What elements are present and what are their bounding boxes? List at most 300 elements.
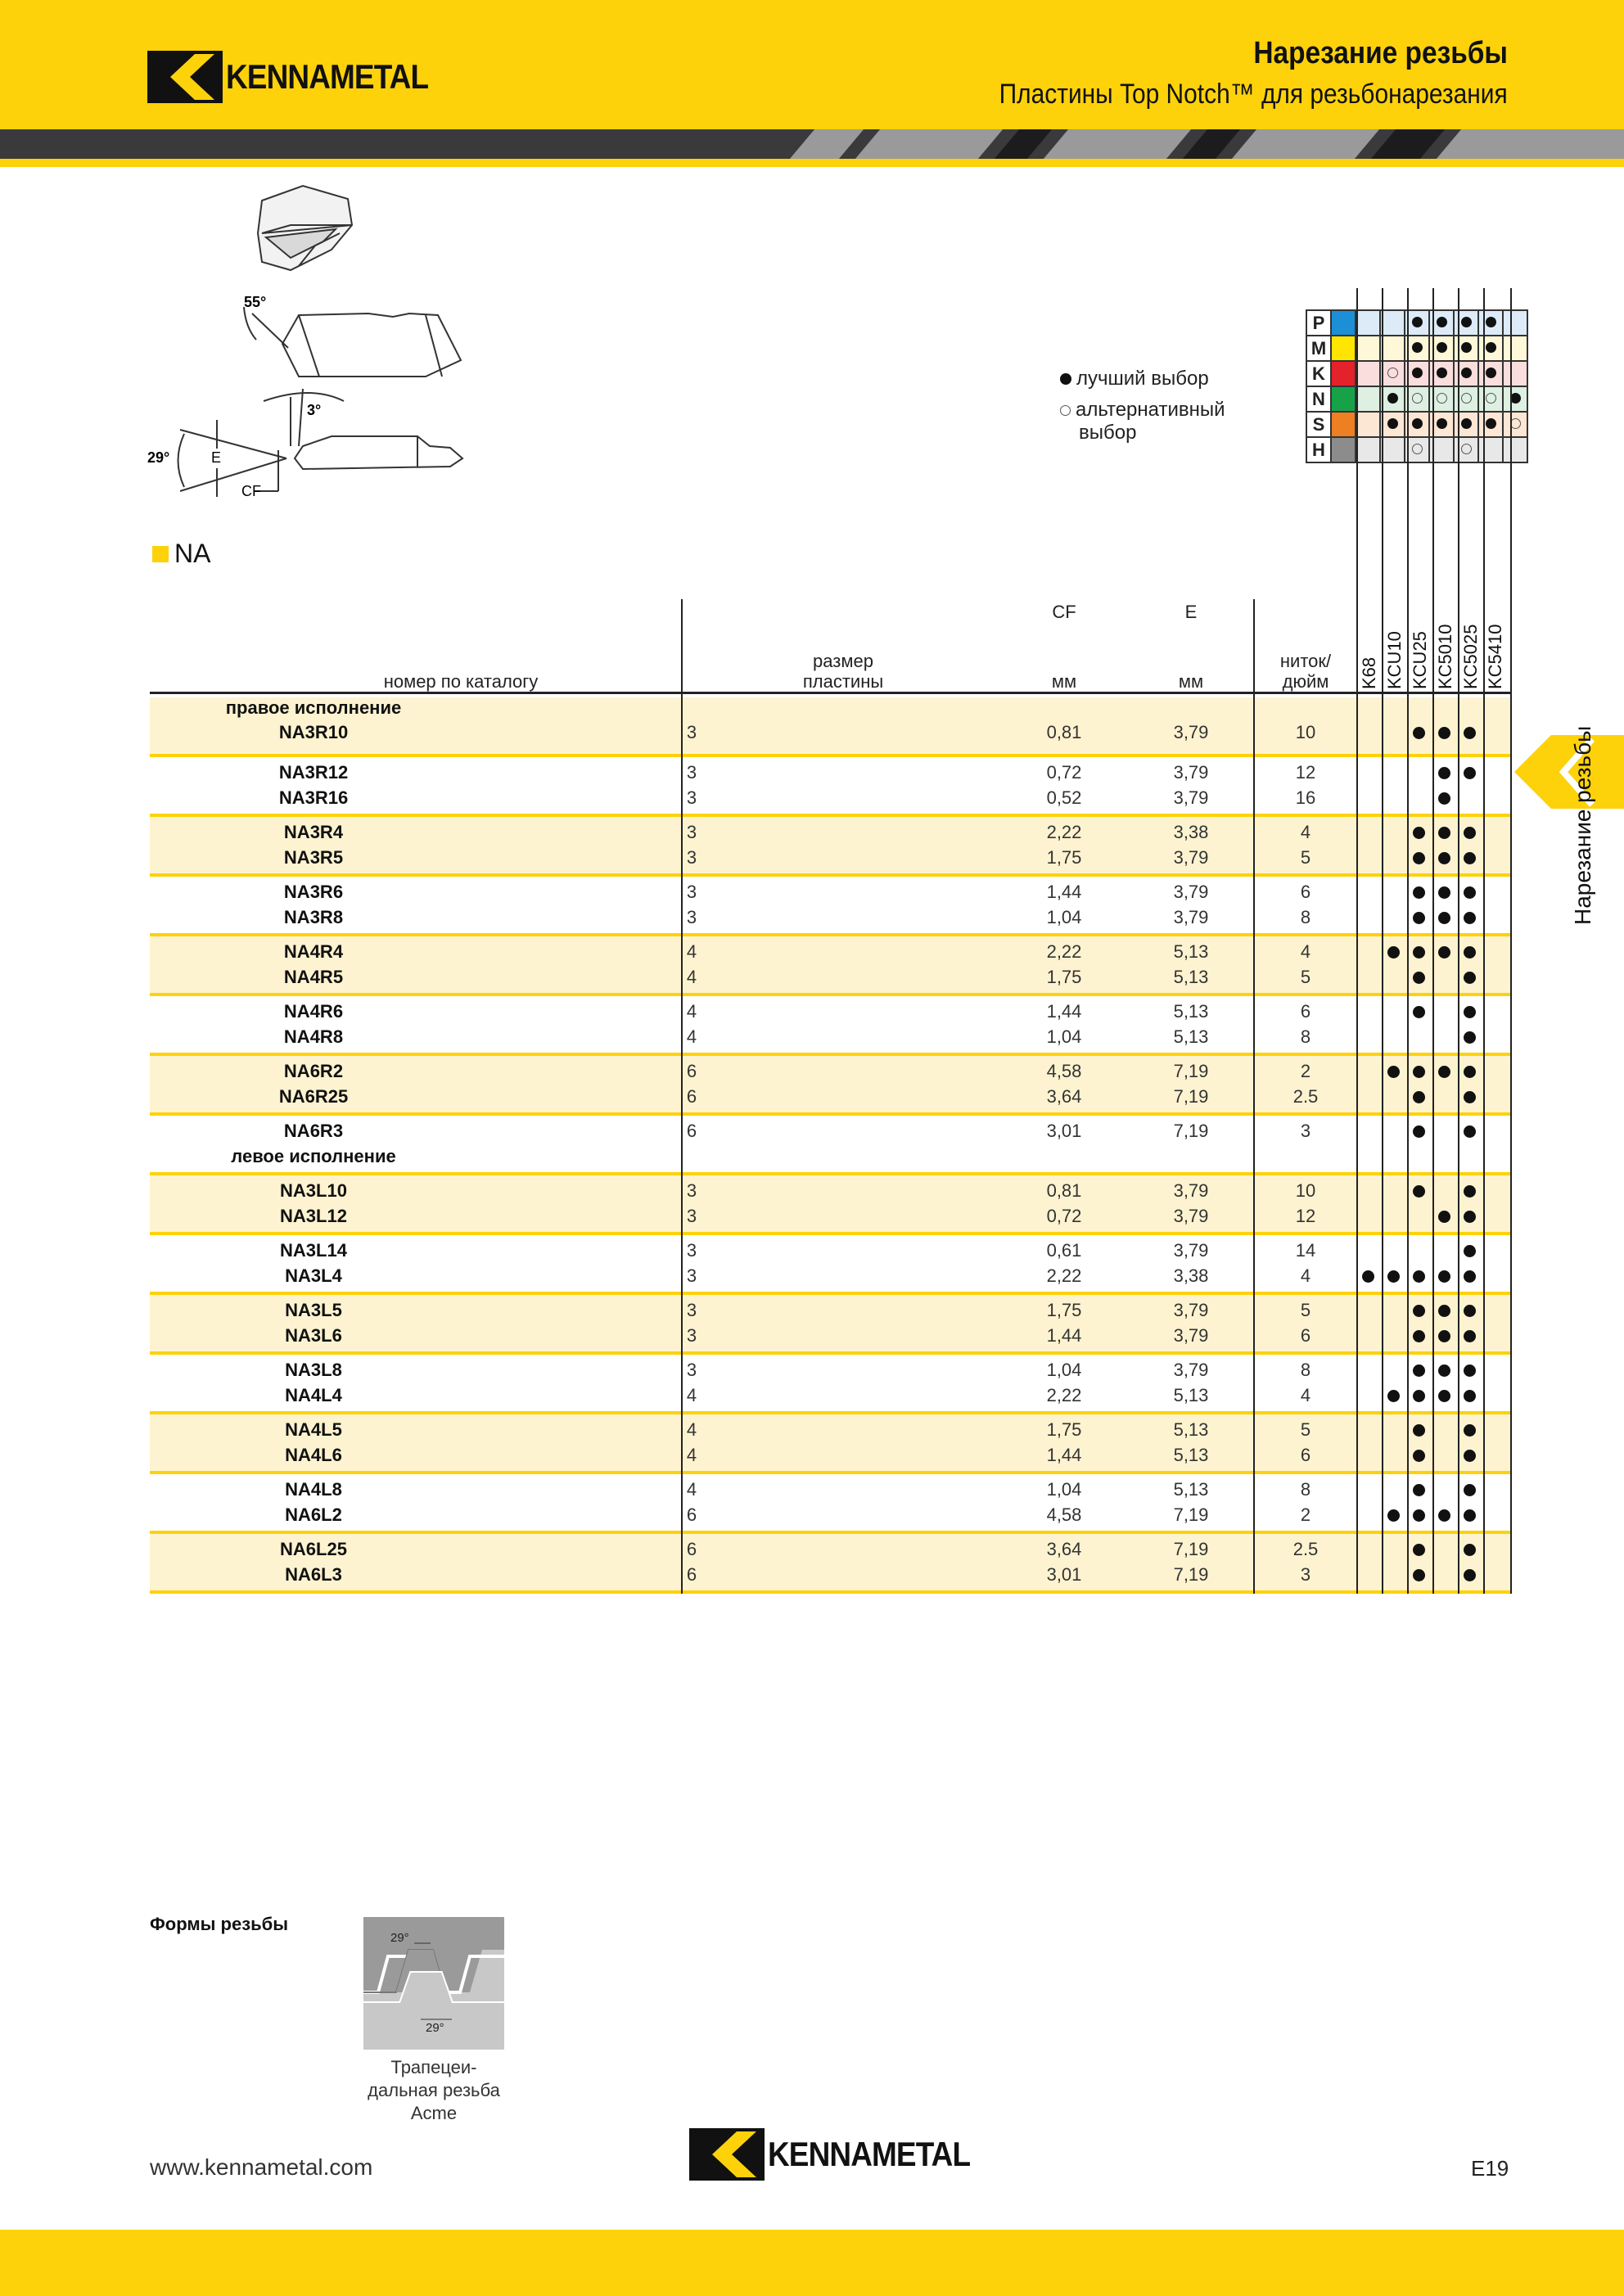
grade-kc5025-dot-icon <box>1464 1006 1476 1018</box>
grade-kc5010-dot-icon <box>1438 767 1450 779</box>
table-row-group <box>150 757 1512 815</box>
grade-kcu10-dot-icon <box>1387 1270 1400 1283</box>
best-choice-dot-icon <box>1412 342 1423 353</box>
catalog-number: NA4R6 <box>283 1001 344 1022</box>
diagram-label-cf: CF <box>241 483 261 499</box>
thread-forms-title: Формы резьбы <box>150 1914 289 1934</box>
cf-value: 0,72 <box>1046 762 1082 783</box>
grade-k68-dot-icon <box>1362 1270 1374 1283</box>
acme-caption-line-1: Трапецеи- <box>390 2057 477 2077</box>
catalog-number: NA4L8 <box>285 1479 342 1500</box>
material-grade-cell <box>1478 361 1503 386</box>
material-row-p <box>1306 310 1527 336</box>
e-value: 7,19 <box>1173 1086 1209 1107</box>
table-row-group <box>150 996 1512 1054</box>
material-grade-cell <box>1503 437 1527 462</box>
insert-size: 6 <box>686 1121 697 1141</box>
e-value: 3,79 <box>1173 1325 1209 1346</box>
grade-kc5010-dot-icon <box>1438 1330 1450 1342</box>
best-choice-dot-icon <box>1437 418 1447 429</box>
insert-size: 6 <box>686 1061 697 1081</box>
grade-kc5010-dot-icon <box>1438 852 1450 864</box>
grade-header-kcu25: KCU25 <box>1410 631 1430 689</box>
material-color-swatch <box>1331 386 1356 412</box>
material-row-n <box>1306 386 1527 412</box>
e-value: 3,79 <box>1173 882 1209 902</box>
threads-per-inch: 2 <box>1300 1061 1311 1081</box>
grade-kcu25-dot-icon <box>1413 1091 1425 1103</box>
footer-logo <box>689 2128 998 2181</box>
best-choice-dot-icon <box>1437 342 1447 353</box>
insert-size: 3 <box>686 822 697 842</box>
legend-best-label: лучший выбор <box>1076 368 1209 390</box>
e-value: 3,79 <box>1173 1180 1209 1201</box>
table-row-group <box>150 1235 1512 1293</box>
cf-value: 3,01 <box>1046 1121 1082 1141</box>
cf-value: 3,64 <box>1046 1086 1082 1107</box>
acme-caption-line-3: Acme <box>410 2103 458 2123</box>
material-grade-cell <box>1478 437 1503 462</box>
table-row-group <box>150 1175 1512 1234</box>
footer-kennametal-k-icon <box>689 2128 765 2181</box>
material-grade-cell <box>1478 310 1503 336</box>
column-divider <box>1432 288 1434 1594</box>
grade-kc5025-dot-icon <box>1464 827 1476 839</box>
insert-size: 3 <box>686 1265 697 1286</box>
cf-value: 0,61 <box>1046 1240 1082 1261</box>
cf-value: 0,81 <box>1046 1180 1082 1201</box>
header-stripe-band <box>0 129 1624 159</box>
footer-url[interactable]: www.kennametal.com <box>150 2154 373 2180</box>
e-value: 5,13 <box>1173 1001 1209 1022</box>
grade-kc5010-dot-icon <box>1438 886 1450 899</box>
grade-kcu25-dot-icon <box>1413 1569 1425 1581</box>
threads-per-inch: 6 <box>1300 1445 1311 1465</box>
page-subtitle: Пластины Top Notch™ для резьбонарезания <box>999 79 1508 110</box>
material-row-k <box>1306 361 1527 386</box>
e-value: 3,38 <box>1173 822 1209 842</box>
grade-kc5025-dot-icon <box>1464 1450 1476 1462</box>
legend-alt <box>1060 399 1225 444</box>
grade-kcu25-dot-icon <box>1413 827 1425 839</box>
grade-kc5025-dot-icon <box>1464 1424 1476 1437</box>
catalog-number: NA4R8 <box>283 1026 344 1047</box>
cf-value: 3,64 <box>1046 1539 1082 1559</box>
best-choice-dot-icon <box>1486 368 1496 378</box>
diagram-angle-3: 3° <box>307 402 322 418</box>
threads-per-inch: 2.5 <box>1292 1539 1319 1559</box>
material-grade-cell <box>1380 361 1405 386</box>
table-row-group <box>150 936 1512 995</box>
catalog-number: NA6R25 <box>278 1086 349 1107</box>
e-value: 5,13 <box>1173 1445 1209 1465</box>
best-choice-dot-icon <box>1387 418 1398 429</box>
threads-per-inch: 14 <box>1295 1240 1316 1261</box>
grade-kcu25-dot-icon <box>1413 1125 1425 1138</box>
grade-kc5025-dot-icon <box>1464 1509 1476 1522</box>
e-value: 7,19 <box>1173 1564 1209 1585</box>
insert-size: 4 <box>686 1419 697 1440</box>
e-value: 5,13 <box>1173 1026 1209 1047</box>
grade-kc5025-dot-icon <box>1464 946 1476 959</box>
catalog-number: NA3L5 <box>285 1300 342 1320</box>
cf-value: 1,75 <box>1046 1419 1082 1440</box>
grade-kc5025-dot-icon <box>1464 1245 1476 1257</box>
insert-size: 4 <box>686 1001 697 1022</box>
grade-kc5025-dot-icon <box>1464 912 1476 924</box>
grade-kcu10-dot-icon <box>1387 1509 1400 1522</box>
e-value: 3,79 <box>1173 847 1209 868</box>
grade-kcu25-dot-icon <box>1413 1270 1425 1283</box>
material-letter: M <box>1306 336 1331 361</box>
material-grade-cell <box>1503 336 1527 361</box>
side-tab-arrow-icon <box>1514 735 1624 809</box>
e-value: 7,19 <box>1173 1061 1209 1081</box>
best-choice-dot-icon <box>1412 368 1423 378</box>
grade-kc5025-dot-icon <box>1464 1125 1476 1138</box>
table-row-group <box>150 1056 1512 1114</box>
grade-header-kc5010: KC5010 <box>1435 624 1455 689</box>
best-choice-dot-icon <box>1412 317 1423 327</box>
insert-size: 3 <box>686 1206 697 1226</box>
best-choice-dot-icon <box>1461 418 1472 429</box>
row-divider <box>150 1590 1512 1594</box>
table-row-group <box>150 1295 1512 1353</box>
catalog-number: NA6L25 <box>280 1539 347 1559</box>
insert-size: 4 <box>686 941 697 962</box>
table-row-group <box>150 1355 1512 1413</box>
grade-kc5010-dot-icon <box>1438 946 1450 959</box>
grade-kcu25-dot-icon <box>1413 1450 1425 1462</box>
catalog-number: NA3R10 <box>278 722 349 742</box>
grade-kc5025-dot-icon <box>1464 1484 1476 1496</box>
grade-kc5025-dot-icon <box>1464 767 1476 779</box>
column-divider <box>1483 288 1485 1594</box>
cf-value: 0,72 <box>1046 1206 1082 1226</box>
e-value: 3,79 <box>1173 907 1209 927</box>
insert-size: 4 <box>686 967 697 987</box>
grade-kcu25-dot-icon <box>1413 912 1425 924</box>
legend-best <box>1060 368 1209 390</box>
e-value: 3,79 <box>1173 787 1209 808</box>
catalog-number: NA3L10 <box>280 1180 347 1201</box>
best-choice-dot-icon <box>1486 342 1496 353</box>
catalog-number: NA3R6 <box>283 882 344 902</box>
grade-kc5025-dot-icon <box>1464 1211 1476 1223</box>
grade-kcu25-dot-icon <box>1413 1185 1425 1198</box>
catalog-number: NA4L6 <box>285 1445 342 1465</box>
catalog-number: NA3R16 <box>278 787 349 808</box>
grade-kc5025-dot-icon <box>1464 1390 1476 1402</box>
catalog-number: NA6L2 <box>285 1504 342 1525</box>
legend-alt-label-1: альтернативный <box>1076 399 1225 421</box>
grade-kcu25-dot-icon <box>1413 1006 1425 1018</box>
acme-caption-line-2: дальная резьба <box>368 2080 500 2100</box>
e-value: 5,13 <box>1173 1419 1209 1440</box>
grade-kc5010-dot-icon <box>1438 1211 1450 1223</box>
col-tpi-1: ниток/ <box>1279 651 1332 671</box>
alternative-choice-ring-icon <box>1412 444 1423 454</box>
table-header-rule <box>150 692 1512 694</box>
grade-kc5010-dot-icon <box>1438 1365 1450 1377</box>
material-grade-cell <box>1356 386 1380 412</box>
footer-brand-text: KENNAMETAL <box>768 2135 971 2173</box>
threads-per-inch: 5 <box>1300 1419 1311 1440</box>
e-value: 7,19 <box>1173 1121 1209 1141</box>
cf-value: 1,75 <box>1046 967 1082 987</box>
material-grade-cell <box>1356 437 1380 462</box>
cf-value: 1,04 <box>1046 1026 1082 1047</box>
insert-size: 4 <box>686 1479 697 1500</box>
best-choice-dot-icon <box>1437 368 1447 378</box>
subhead-left-hand: левое исполнение <box>231 1146 396 1166</box>
e-value: 7,19 <box>1173 1504 1209 1525</box>
grade-kc5025-dot-icon <box>1464 1544 1476 1556</box>
cf-value: 1,44 <box>1046 1001 1082 1022</box>
grade-kc5025-dot-icon <box>1464 1270 1476 1283</box>
grade-kc5025-dot-icon <box>1464 1185 1476 1198</box>
legend-alt-label-2: выбор <box>1079 422 1137 444</box>
footer-bar <box>0 2230 1624 2296</box>
best-choice-dot-icon <box>1461 368 1472 378</box>
grade-kcu10-dot-icon <box>1387 1066 1400 1078</box>
cf-value: 2,22 <box>1046 1385 1082 1405</box>
material-color-swatch <box>1331 310 1356 336</box>
diagram-label-e: E <box>211 449 222 466</box>
material-letter: H <box>1306 437 1331 462</box>
grade-header-kcu10: KCU10 <box>1384 631 1405 689</box>
insert-size: 3 <box>686 1325 697 1346</box>
col-e-unit: мм <box>1178 671 1204 692</box>
threads-per-inch: 5 <box>1300 847 1311 868</box>
grade-kc5025-dot-icon <box>1464 886 1476 899</box>
threads-per-inch: 10 <box>1295 1180 1316 1201</box>
col-catalog: номер по каталогу <box>383 671 539 692</box>
material-grade-cell <box>1380 412 1405 437</box>
acme-angle-bottom: 29° <box>426 2021 444 2035</box>
material-grade-cell <box>1380 336 1405 361</box>
insert-size: 3 <box>686 722 697 742</box>
cf-value: 1,44 <box>1046 1445 1082 1465</box>
threads-per-inch: 10 <box>1295 722 1316 742</box>
material-grade-cell <box>1356 412 1380 437</box>
grade-kc5010-dot-icon <box>1438 1270 1450 1283</box>
threads-per-inch: 12 <box>1295 762 1316 783</box>
threads-per-inch: 8 <box>1300 1360 1311 1380</box>
material-row-h <box>1306 437 1527 462</box>
grade-header-kc5410: KC5410 <box>1485 624 1505 689</box>
grade-kc5010-dot-icon <box>1438 792 1450 805</box>
header-brand-text: KENNAMETAL <box>226 57 429 96</box>
col-size-1: размер <box>813 651 873 671</box>
best-choice-dot-icon <box>1412 418 1423 429</box>
material-grade-cell <box>1503 361 1527 386</box>
grade-kcu25-dot-icon <box>1413 1365 1425 1377</box>
material-grade-cell <box>1380 437 1405 462</box>
e-value: 7,19 <box>1173 1539 1209 1559</box>
grade-kc5010-dot-icon <box>1438 912 1450 924</box>
best-choice-dot-icon <box>1486 317 1496 327</box>
grade-kcu25-dot-icon <box>1413 1484 1425 1496</box>
cf-value: 3,01 <box>1046 1564 1082 1585</box>
grade-header-kc5025: KC5025 <box>1460 624 1481 689</box>
threads-per-inch: 8 <box>1300 1479 1311 1500</box>
grade-kcu25-dot-icon <box>1413 727 1425 739</box>
insert-size: 3 <box>686 1240 697 1261</box>
material-color-swatch <box>1331 336 1356 361</box>
material-grade-cell <box>1356 336 1380 361</box>
catalog-number: NA4R5 <box>283 967 344 987</box>
material-letter: K <box>1306 361 1331 386</box>
e-value: 5,13 <box>1173 1385 1209 1405</box>
kennametal-k-icon <box>147 51 223 103</box>
material-grade-cell <box>1478 386 1503 412</box>
table-row-group <box>150 1534 1512 1592</box>
grade-kcu25-dot-icon <box>1413 1305 1425 1317</box>
col-e: E <box>1184 602 1198 622</box>
section-title: NA <box>174 539 211 568</box>
column-divider <box>681 599 683 1594</box>
grade-kc5010-dot-icon <box>1438 1305 1450 1317</box>
catalog-number: NA3L6 <box>285 1325 342 1346</box>
table-row-group <box>150 1474 1512 1532</box>
alternative-choice-ring-icon <box>1461 444 1472 454</box>
threads-per-inch: 4 <box>1300 822 1311 842</box>
cf-value: 1,75 <box>1046 847 1082 868</box>
col-cf: CF <box>1052 602 1076 622</box>
data-table <box>150 697 1512 1594</box>
column-divider <box>1356 288 1358 1594</box>
e-value: 3,38 <box>1173 1265 1209 1286</box>
acme-angle-top: 29° <box>390 1931 409 1945</box>
catalog-number: NA3L14 <box>280 1240 347 1261</box>
cf-value: 1,04 <box>1046 907 1082 927</box>
alternative-choice-ring-icon <box>1387 368 1398 378</box>
threads-per-inch: 12 <box>1295 1206 1316 1226</box>
insert-size: 6 <box>686 1539 697 1559</box>
alternative-choice-ring-icon <box>1486 393 1496 404</box>
catalog-number: NA4L5 <box>285 1419 342 1440</box>
page-title: Нарезание резьбы <box>1253 36 1508 70</box>
subhead-right-hand: правое исполнение <box>225 697 402 718</box>
catalog-number: NA6R3 <box>283 1121 344 1141</box>
insert-size: 3 <box>686 1360 697 1380</box>
material-grade-cell <box>1478 336 1503 361</box>
insert-size: 6 <box>686 1564 697 1585</box>
header-yellow-line <box>0 159 1624 167</box>
e-value: 3,79 <box>1173 1240 1209 1261</box>
header-logo <box>147 51 456 103</box>
insert-size: 3 <box>686 1300 697 1320</box>
best-choice-dot-icon <box>1387 393 1398 404</box>
catalog-number: NA3L4 <box>285 1265 342 1286</box>
insert-size: 3 <box>686 762 697 783</box>
cf-value: 0,81 <box>1046 722 1082 742</box>
insert-size: 3 <box>686 847 697 868</box>
diagram-angle-55: 55° <box>244 294 267 310</box>
e-value: 5,13 <box>1173 1479 1209 1500</box>
column-divider <box>1382 288 1383 1594</box>
threads-per-inch: 8 <box>1300 1026 1311 1047</box>
column-divider <box>1458 288 1459 1594</box>
threads-per-inch: 6 <box>1300 882 1311 902</box>
page-number: E19 <box>1471 2156 1509 2181</box>
material-color-swatch <box>1331 412 1356 437</box>
grade-kcu25-dot-icon <box>1413 972 1425 984</box>
cf-value: 0,52 <box>1046 787 1082 808</box>
column-divider <box>1510 288 1512 1594</box>
threads-per-inch: 2.5 <box>1292 1086 1319 1107</box>
grade-kcu25-dot-icon <box>1413 1509 1425 1522</box>
insert-size: 3 <box>686 787 697 808</box>
catalog-number: NA4L4 <box>285 1385 342 1405</box>
acme-thread-icon <box>363 1917 504 2050</box>
cf-value: 1,04 <box>1046 1360 1082 1380</box>
insert-size: 4 <box>686 1385 697 1405</box>
material-grade-cell <box>1380 310 1405 336</box>
grade-kc5025-dot-icon <box>1464 1365 1476 1377</box>
e-value: 3,79 <box>1173 1300 1209 1320</box>
grade-kcu10-dot-icon <box>1387 946 1400 959</box>
alternative-choice-ring-icon <box>1461 393 1472 404</box>
best-choice-dot-icon <box>1461 317 1472 327</box>
catalog-number: NA3R4 <box>283 822 344 842</box>
acme-caption <box>344 2056 524 2125</box>
grade-kc5025-dot-icon <box>1464 727 1476 739</box>
grade-kc5025-dot-icon <box>1464 1031 1476 1044</box>
material-grade-cell <box>1356 310 1380 336</box>
material-grade-cell <box>1503 412 1527 437</box>
grade-header-k68: K68 <box>1359 656 1379 689</box>
grade-kc5025-dot-icon <box>1464 852 1476 864</box>
insert-size: 6 <box>686 1086 697 1107</box>
e-value: 3,79 <box>1173 722 1209 742</box>
catalog-number: NA3L12 <box>280 1206 347 1226</box>
alternative-choice-ring-icon <box>1412 393 1423 404</box>
catalog-number: NA6L3 <box>285 1564 342 1585</box>
cf-value: 4,58 <box>1046 1061 1082 1081</box>
threads-per-inch: 3 <box>1300 1121 1311 1141</box>
material-row-s <box>1306 412 1527 437</box>
grade-kcu25-dot-icon <box>1413 1066 1425 1078</box>
catalog-number: NA6R2 <box>283 1061 344 1081</box>
threads-per-inch: 6 <box>1300 1001 1311 1022</box>
side-tab-label: Нарезание резьбы <box>1570 725 1595 925</box>
cf-value: 4,58 <box>1046 1504 1082 1525</box>
insert-size: 3 <box>686 882 697 902</box>
cf-value: 1,75 <box>1046 1300 1082 1320</box>
threads-per-inch: 2 <box>1300 1504 1311 1525</box>
material-grid <box>1306 309 1528 463</box>
e-value: 5,13 <box>1173 941 1209 962</box>
grade-kc5010-dot-icon <box>1438 827 1450 839</box>
catalog-number: NA3R8 <box>283 907 344 927</box>
grade-kc5010-dot-icon <box>1438 1066 1450 1078</box>
grade-kc5025-dot-icon <box>1464 1305 1476 1317</box>
material-grade-cell <box>1503 310 1527 336</box>
best-choice-dot-icon <box>1486 418 1496 429</box>
threads-per-inch: 4 <box>1300 1385 1311 1405</box>
grade-kcu10-dot-icon <box>1387 1390 1400 1402</box>
grade-kc5025-dot-icon <box>1464 1091 1476 1103</box>
material-letter: P <box>1306 310 1331 336</box>
cf-value: 2,22 <box>1046 1265 1082 1286</box>
threads-per-inch: 4 <box>1300 941 1311 962</box>
insert-size: 6 <box>686 1504 697 1525</box>
catalog-number: NA3R12 <box>278 762 349 783</box>
material-grade-cell <box>1380 386 1405 412</box>
table-row-group <box>150 697 1512 756</box>
